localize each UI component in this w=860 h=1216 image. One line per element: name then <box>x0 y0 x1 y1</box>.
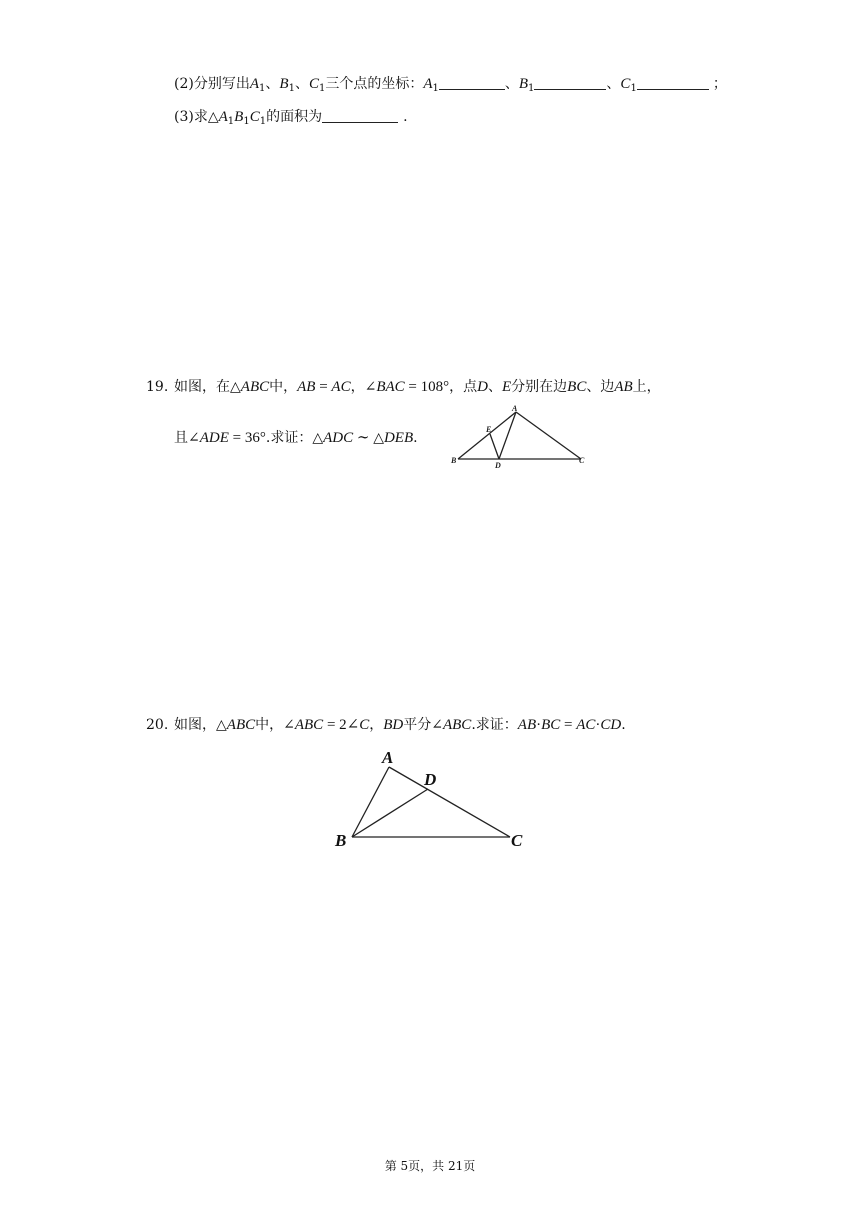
answer-blank-area[interactable] <box>322 108 398 123</box>
q20-number: 20. <box>146 717 169 733</box>
q20-line1: 如图，△ABC中，∠ABC = 2∠C，BD平分∠ABC.求证：AB·BC = AC·CD. <box>174 717 626 733</box>
q20-figure <box>332 745 532 855</box>
answer-blank-b1[interactable] <box>534 75 606 90</box>
label-a: A <box>382 748 394 767</box>
q18-part3: (3)求$\triangle A_1B_1C_1$的面积为 . <box>174 109 408 127</box>
answer-blank-a1[interactable] <box>439 75 505 90</box>
label-d: D <box>424 770 437 789</box>
q20-triangle-diagram <box>332 745 532 855</box>
q19-number: 19. <box>146 379 169 395</box>
segment-ab <box>352 767 389 837</box>
page-footer: 第 5页，共 21页 <box>384 1159 476 1173</box>
label-c: C <box>579 456 585 465</box>
label-e: E <box>486 425 492 434</box>
q19-figure <box>448 402 598 474</box>
segment-ac <box>516 412 581 459</box>
q19-triangle-diagram <box>448 402 598 474</box>
label-a: A <box>512 404 518 413</box>
label-b: B <box>451 456 457 465</box>
label-c: C <box>511 831 523 850</box>
segment-bd <box>352 789 428 837</box>
q19-line2: 且∠ADE = 36°.求证：△ADC ∼ △DEB. <box>174 430 418 446</box>
q19-line1: 如图，在△ABC中，AB = AC，∠BAC = 108°，点D、E分别在边BC、边AB上， <box>174 379 661 395</box>
segment-ed <box>490 434 499 459</box>
answer-blank-c1[interactable] <box>637 75 709 90</box>
label-d: D <box>495 461 501 470</box>
q18-part2: (2)分别写出$A_1$、$B_1$、$C_1$三个点的坐标：$A_1$ 、$B_1$ 、$C_1$ ； <box>174 76 727 94</box>
label-b: B <box>335 831 347 850</box>
